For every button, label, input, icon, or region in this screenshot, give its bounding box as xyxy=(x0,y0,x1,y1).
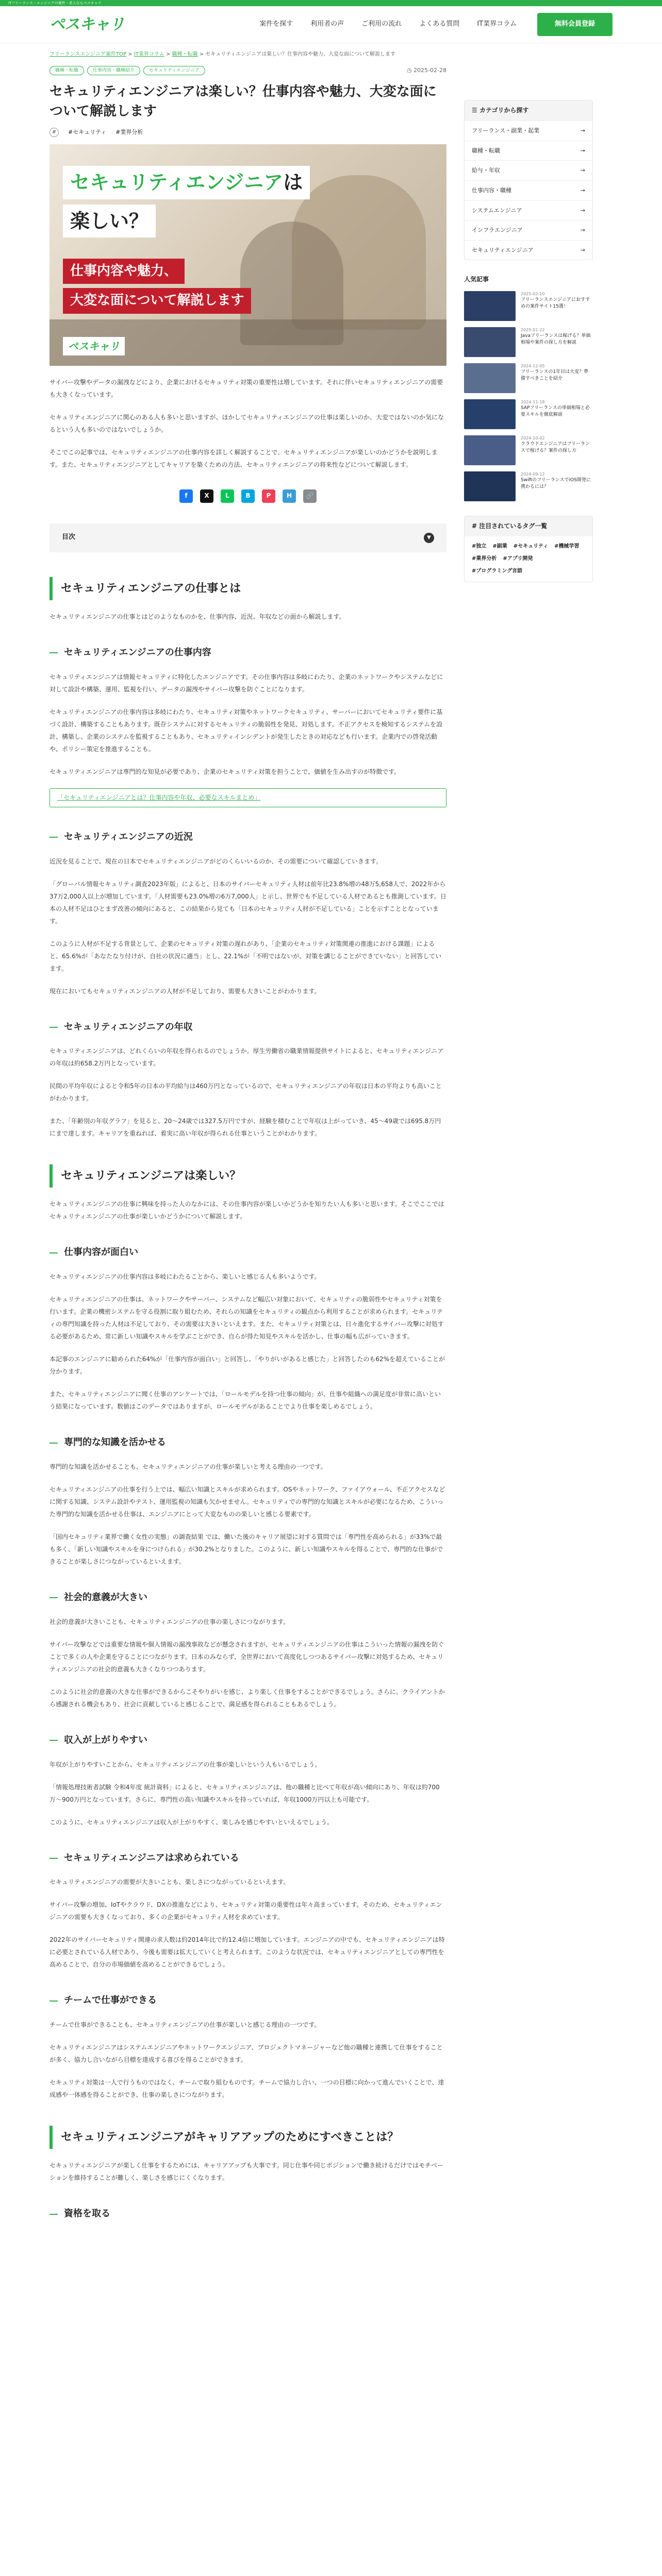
keyword-tags xyxy=(49,128,446,137)
arrow-right-icon: → xyxy=(580,207,585,214)
line-icon[interactable]: L xyxy=(221,489,234,503)
paragraph: このように人材が不足する背景として、企業のセキュリティ対策の遅れがあり、「企業のセキュリティ対策関連の推進における課題」によると、65.6%が「あなたなり付けが、自社の状況に適当」とし、22.1%が「不明ではないが、対策を講じることができていない」と回答しています。 xyxy=(49,940,442,972)
category-item[interactable]: インフラエンジニア → xyxy=(465,220,592,240)
hero-image xyxy=(49,144,446,366)
subsection-heading: 収入が上がりやすい xyxy=(49,1733,446,1748)
keyword-tag[interactable]: #セキュリティ xyxy=(68,128,107,135)
section-heading: セキュリティエンジニアの仕事とは xyxy=(49,577,446,600)
trending-tag[interactable]: #副業 xyxy=(492,543,507,549)
article-tag[interactable]: セキュリティエンジニア xyxy=(143,66,205,75)
intro-paragraph: セキュリティエンジニアに関心のある人も多いと思いますが、ほかしてセキュリティエンジニアの仕事は楽しいのか、大変ではないのか気になるという人も多いのではないでしょうか。 xyxy=(49,413,444,433)
article-thumbnail xyxy=(464,435,516,465)
paragraph: 本記事のエンジニアに勧められた64%が「仕事内容が面白い」と回答し、「やりがいがあると感じた」と回答したのも62%を超えていることが分かります。 xyxy=(49,1355,445,1376)
paragraph: 近況を見ることで、現在の日本でセキュリティエンジニアがどのくらいいるのか、その需要について確認していきます。 xyxy=(49,857,383,865)
global-nav xyxy=(259,19,517,30)
keyword-tag[interactable]: #業界分析 xyxy=(115,128,143,135)
trending-tags-box xyxy=(464,516,593,582)
breadcrumb-item-current: セキュリティエンジニアは楽しい？仕事内容や魅力、大変な面について解説します xyxy=(205,52,395,57)
popular-article[interactable]: 2024-09-12 SwiftのフリーランスでiOS開発に携わるには？ xyxy=(464,471,593,501)
popular-article[interactable]: 2025-01-22 Javaフリーランスは稼げる？単価相場や案件の探し方を解説 xyxy=(464,327,593,357)
paragraph: セキュリティエンジニアは情報セキュリティに特化したエンジニアです。その仕事内容は多岐にわたり、企業のネットワークやシステムなどに対して設計や構築、運用、監視を行い、データの漏洩やサイバー攻撃を防ぐことになります。 xyxy=(49,673,443,693)
related-link-box xyxy=(49,788,446,807)
trending-tag[interactable]: #アプリ開発 xyxy=(503,555,533,562)
paragraph: セキュリティエンジニアの仕事を行う上では、幅広い知識とスキルが求められます。OSやネットワーク、ファイアウォール、不正アクセスなどに関する知識、システム設計やテスト、運用監視の知識も欠かせません。セキュリティでの専門的な知識とスキルが必要になるため、こういった専門的な知識を活かせる仕事は、エンジニアにとって大変なものの楽しいと感じる要素です。 xyxy=(49,1485,445,1518)
breadcrumb: フリーランスエンジニア案件TOP > IT業界コラム > 職種・転職 > セキュリティエンジニアは楽しい？仕事内容や魅力、大変な面について解説します xyxy=(49,52,395,57)
hero-title: セキュリティエンジニアは 楽しい？ xyxy=(63,166,310,243)
trending-tag[interactable]: #セキュリティ xyxy=(513,543,549,549)
nav-item-flow[interactable]: ご利用の流れ xyxy=(361,20,402,28)
section-heading: セキュリティエンジニアは楽しい？ xyxy=(49,1164,446,1188)
popular-article[interactable]: 2025-02-10 フリーランスエンジニアにおすすめの案件サイト15選！ xyxy=(464,291,593,321)
trending-tag[interactable]: #業界分析 xyxy=(472,555,497,562)
subsection-heading: 専門的な知識を活かせる xyxy=(49,1435,446,1450)
arrow-right-icon: → xyxy=(580,127,585,134)
article-thumbnail xyxy=(464,471,516,501)
arrow-right-icon: → xyxy=(580,147,585,154)
nav-item-faq[interactable]: よくある質問 xyxy=(419,20,460,28)
facebook-icon[interactable]: f xyxy=(179,489,193,503)
top-announcement-bar: ITフリーランス・エンジニアの案件・求人ならペスキャリ xyxy=(0,0,662,6)
paragraph: また、「年齢別の年収グラフ」を見ると、20〜24歳では327.5万円ですが、経験を積むことで年収は上がっていき、45〜49歳では695.8万円にまで達します。キャリアを重ねれば、着実に高い年収が得られる仕事ということがわかります。 xyxy=(49,1117,441,1138)
site-logo[interactable] xyxy=(49,12,124,37)
paragraph: 「国内セキュリティ業界で働く女性の実態」の調査結果 では、働いた後のキャリア展望に対する質問では「専門性を高められる」が33%で最も多く、「新しい知識やスキルを身につけられる」が30.2%となりました。このように、新しい知識やスキルを得ることで、専門的な仕事ができることが楽しさにつながっているといえます。 xyxy=(49,1533,443,1565)
popular-heading: 人気記事 xyxy=(464,276,489,283)
subsection-heading: 資格を取る xyxy=(49,2207,446,2222)
category-heading: ☰ カテゴリから探す xyxy=(465,100,592,121)
subsection-heading: チームで仕事ができる xyxy=(49,1993,446,2008)
hero-subtitle: 仕事内容や魅力、 大変な面について解説します xyxy=(63,259,251,318)
paragraph: セキュリティエンジニアの仕事内容は多岐にわたり、セキュリティ対策やネットワークセキュリティ、サーバーにおいてセキュリティ要件に基づく設計、構築することもあります。既存システムに対するセキュリティの脆弱性を発見、対処します。不正アクセスを検知するシステムを設計、構築し、企業のシステムを監視することもあり、セキュリティインシデントが発生したときの対応なども行います。企業内での啓発活動や、ポリシー策定を推進することも。 xyxy=(49,708,443,753)
publish-date: ◷ 2025-02-28 xyxy=(406,67,446,74)
subsection-heading: セキュリティエンジニアの年収 xyxy=(49,1020,446,1035)
paragraph: チームで仕事ができることも、セキュリティエンジニアの仕事が楽しいと感じる理由の一つです。 xyxy=(49,2021,321,2029)
category-item[interactable]: 職種・転職 → xyxy=(465,141,592,161)
subsection-heading: 仕事内容が面白い xyxy=(49,1245,446,1260)
paragraph: セキュリティエンジニアは、どれくらいの年収を得られるのでしょうか。厚生労働省の職業情報提供サイトによると、セキュリティエンジニアの年収は約658.2万円となっています。 xyxy=(49,1047,444,1067)
section-heading: セキュリティエンジニアがキャリアアップのためにすべきことは？ xyxy=(49,2126,446,2149)
breadcrumb-item-top[interactable]: フリーランスエンジニア案件TOP xyxy=(49,52,127,57)
paragraph: 専門的な知識を活かせることも、セキュリティエンジニアの仕事が楽しいと考える理由の一つです。 xyxy=(49,1463,327,1470)
paragraph: サイバー攻撃などでは重要な情報や個人情報の漏洩事故などが懸念されますが、セキュリティエンジニアの仕事はこういった情報の漏洩を防ぐことで多くの人や企業を守ることにつながります。日本のみならず、全世界において高度化しつつあるサイバー攻撃に対処するため、セキュリティエンジニアの社会的意義も大きくなりつつあります。 xyxy=(49,1640,444,1673)
paragraph: セキュリティエンジニアは専門的な知見が必要であり、企業のセキュリティ対策を担うことで、価値を生み出すのが特徴です。 xyxy=(49,768,401,775)
paragraph: サイバー攻撃の増加、IoTやクラウド、DXの推進などにより、セキュリティ対策の重要性は年々高まっています。そのため、セキュリティエンジニアの需要も大きくなっており、多くの企業がセキュリティ人材を求めています。 xyxy=(49,1901,442,1921)
popular-article[interactable]: 2024-10-02 クラウドエンジニアはフリーランスで稼げる？案件の探し方 xyxy=(464,435,593,465)
intro-paragraph: サイバー攻撃やデータの漏洩などにより、企業におけるセキュリティ対策の重要性は増しています。それに伴いセキュリティエンジニアの需要も大きくなっています。 xyxy=(49,378,443,398)
trending-tag[interactable]: #機械学習 xyxy=(554,543,580,549)
category-item[interactable]: 給与・年収 → xyxy=(465,160,592,180)
paragraph: 「情報処理技術者試験 令和4年度 統計資料」によると、セキュリティエンジニアは、他の職種と比べて年収が高い傾向にあり、年収は約700万〜900万円となっています。さらに、専門性の高い知識やスキルを持っていれば、年収1000万円以上も可能です。 xyxy=(49,1783,440,1803)
article-thumbnail xyxy=(464,363,516,393)
paragraph: また、セキュリティエンジニアに聞く仕事のアンケートでは、「ロールモデルを持つ仕事の傾向」が、仕事や組織への満足度が非常に高いという結果になっています。数値はこのデータではありますが、ロールモデルがあることでより仕事を楽しめるでしょう。 xyxy=(49,1391,441,1411)
arrow-right-icon: → xyxy=(580,167,585,174)
pocket-icon[interactable]: P xyxy=(262,489,275,503)
toc-label: 目次 xyxy=(62,533,76,541)
subsection-heading: 社会的意義が大きい xyxy=(49,1590,446,1605)
section-lead: セキュリティエンジニアが楽しく仕事をするためには、キャリアアップも大事です。同じ仕事や同じポジションで働き続けるだけではモチベーションを維持することが難しく、楽しさを感じにくくなります。 xyxy=(49,2162,444,2182)
site-header xyxy=(0,6,662,43)
bookmark-icon[interactable]: H xyxy=(283,489,296,503)
popular-article[interactable]: 2024-11-18 SAPフリーランスの単価相場と必要スキルを徹底解説 xyxy=(464,399,593,429)
sidebar xyxy=(464,43,593,2222)
hatena-icon[interactable]: B xyxy=(241,489,255,503)
logo-text: ペスキャリ xyxy=(49,15,124,33)
section-lead: セキュリティエンジニアの仕事とはどのようなものかを、仕事内容、近況、年収などの面から解説します。 xyxy=(49,613,345,620)
chevron-down-icon[interactable]: ▼ xyxy=(424,533,434,543)
trending-tags-heading: # 注目されているタグ一覧 xyxy=(465,516,592,536)
article-thumbnail xyxy=(464,327,516,357)
nav-item-column[interactable]: IT業界コラム xyxy=(477,20,517,28)
section-lead: セキュリティエンジニアの仕事に興味を持った人のなかには、その仕事内容が楽しいかどうかを知りたい人も多いと思います。そこでここではセキュリティエンジニアの仕事が楽しいかどうかについて解説します。 xyxy=(49,1200,444,1221)
arrow-right-icon: → xyxy=(580,187,585,194)
table-of-contents[interactable] xyxy=(49,523,446,552)
subsection-heading: セキュリティエンジニアの近況 xyxy=(49,830,446,845)
related-article-link[interactable]: 「セキュリティエンジニアとは？仕事内容や年収、必要なスキルまとめ」 xyxy=(57,793,261,801)
paragraph: 現在においてもセキュリティエンジニアの人材が不足しており、需要も大きいことがわかります。 xyxy=(49,987,321,995)
breadcrumb-item-column[interactable]: IT業界コラム xyxy=(134,52,164,57)
hero-logo-badge: ペスキャリ xyxy=(63,337,125,355)
nav-item-voices[interactable]: 利用者の声 xyxy=(310,20,344,28)
article-main xyxy=(49,43,446,2222)
paragraph: 年収が上がりやすいことから、セキュリティエンジニアの仕事が楽しいという人もいるでしょう。 xyxy=(49,1760,321,1768)
paragraph: 民間の平均年収によると令和5年の日本の平均給与は460万円となっているので、セキュリティエンジニアの年収は日本の平均よりも高いことがわかります。 xyxy=(49,1082,442,1103)
article-tag[interactable]: 仕事内容・職種紹介 xyxy=(87,66,140,75)
share-buttons xyxy=(49,489,446,503)
x-icon[interactable]: X xyxy=(200,489,213,503)
paragraph: セキュリティ対策は一人で行うものではなく、チームで取り組むものです。チームで協力し合い、一つの目標に向かって進んでいくことで、達成感や一体感を得ることができ、仕事の楽しさにつながります。 xyxy=(49,2079,444,2099)
category-item[interactable]: システムエンジニア → xyxy=(465,200,592,221)
paragraph: 「グローバル情報セキュリティ調査2023年版」によると、日本のサイバーセキュリティ人材は前年比23.8%増の48万5,658人で、2022年から37万2,000人以上が増加しています。「人材需要も23.0%増の6万7,000人」と示し、世界でも不足している人材であるとも推測しています。日本の人材不足はひとまず改善の傾向にあると、この結果から見ても「日本のセキュリティ人材が不足している」ことを示すこととなっています。 xyxy=(49,880,446,925)
arrow-right-icon: → xyxy=(580,227,585,234)
arrow-right-icon: → xyxy=(580,246,585,253)
article-title: セキュリティエンジニアは楽しい？仕事内容や魅力、大変な面について解説します xyxy=(49,84,437,120)
nav-item-jobs[interactable]: 案件を探す xyxy=(259,20,293,28)
breadcrumb-item-category[interactable]: 職種・転職 xyxy=(172,52,198,57)
article-meta xyxy=(49,66,446,75)
intro-paragraph: そこでこの記事では、セキュリティエンジニアの仕事内容を詳しく解説することで、セキュリティエンジニアが楽しいのかどうかを説明します。また、セキュリティエンジニアとしてキャリアを築くための方法、セキュリティエンジニアの将来性などについて解説します。 xyxy=(49,448,438,468)
register-button[interactable]: 無料会員登録 xyxy=(537,13,613,36)
paragraph: 社会的意義が大きいことも、セキュリティエンジニアの仕事の楽しさにつながります。 xyxy=(49,1618,290,1625)
tag-icon: # xyxy=(49,128,59,137)
paragraph: このように、セキュリティエンジニアは収入が上がりやすく、楽しみを感じやすいといえるでしょう。 xyxy=(49,1818,334,1826)
article-tag[interactable]: 職種・転職 xyxy=(49,66,84,75)
article-thumbnail xyxy=(464,291,516,321)
subsection-heading: セキュリティエンジニアの仕事内容 xyxy=(49,646,446,660)
category-box xyxy=(464,100,593,260)
trending-tag[interactable]: #プログラミング言語 xyxy=(472,568,523,574)
paragraph: このように社会的意義の大きな仕事ができるからこそやりがいを感じ、より楽しく仕事をすることができるでしょう。さらに、クライアントから感謝される機会もあり、社会に貢献していると感じることで、満足感を得られることもあるでしょう。 xyxy=(49,1688,445,1708)
subsection-heading: セキュリティエンジニアは求められている xyxy=(49,1851,446,1866)
paragraph: セキュリティエンジニアの仕事内容は多岐にわたることから、楽しいと感じる人も多いようです。 xyxy=(49,1273,321,1281)
category-item[interactable]: フリーランス・副業・起業 → xyxy=(465,121,592,141)
paragraph: セキュリティエンジニアはシステムエンジニアやネットワークエンジニア、プロジェクトマネージャーなど他の職種と連携して仕事をすることが多く、協力し合いながら目標を達成する喜びを得ることができます。 xyxy=(49,2044,443,2064)
article-thumbnail xyxy=(464,399,516,429)
copy-link-icon[interactable]: 🔗 xyxy=(303,489,317,503)
paragraph: セキュリティエンジニアの仕事は、ネットワークやサーバー、システムなど幅広い対象において、セキュリティの脆弱性やセキュリティ対策を行います。企業の機密システムを守る役割に取り組むため、それらの知識をセキュリティの観点から利用することが求められます。セキュリティの専門知識を持った人材は不足しており、その需要は大きいといえます。また、セキュリティ対策とは、日々進化するサイバー攻撃に対処する必要があるため、常に新しい知識やスキルを学ぶことができ、自らが得た知見やスキルを活かし、仕事の幅も広がっていきます。 xyxy=(49,1296,444,1341)
paragraph: 2022年のサイバーセキュリティ関連の求人数は約2014年比で約12.4倍に増加しています。エンジニアの中でも、セキュリティエンジニアは特に必要とされている人材であり、今後も需要は拡大していくと考えられます。このような状況では、セキュリティエンジニアとしての専門性を高めることで、自分の市場価値を高めることができるでしょう。 xyxy=(49,1936,445,1969)
category-item[interactable]: 仕事内容・職種 → xyxy=(465,180,592,200)
popular-article[interactable]: 2024-12-05 フリーランスの1年目は大変？準備すべきことを紹介 xyxy=(464,363,593,393)
category-item[interactable]: セキュリティエンジニア → xyxy=(465,240,592,260)
paragraph: セキュリティエンジニアの需要が大きいことも、楽しさにつながっているといえます。 xyxy=(49,1878,290,1886)
trending-tag[interactable]: #独立 xyxy=(472,543,487,549)
